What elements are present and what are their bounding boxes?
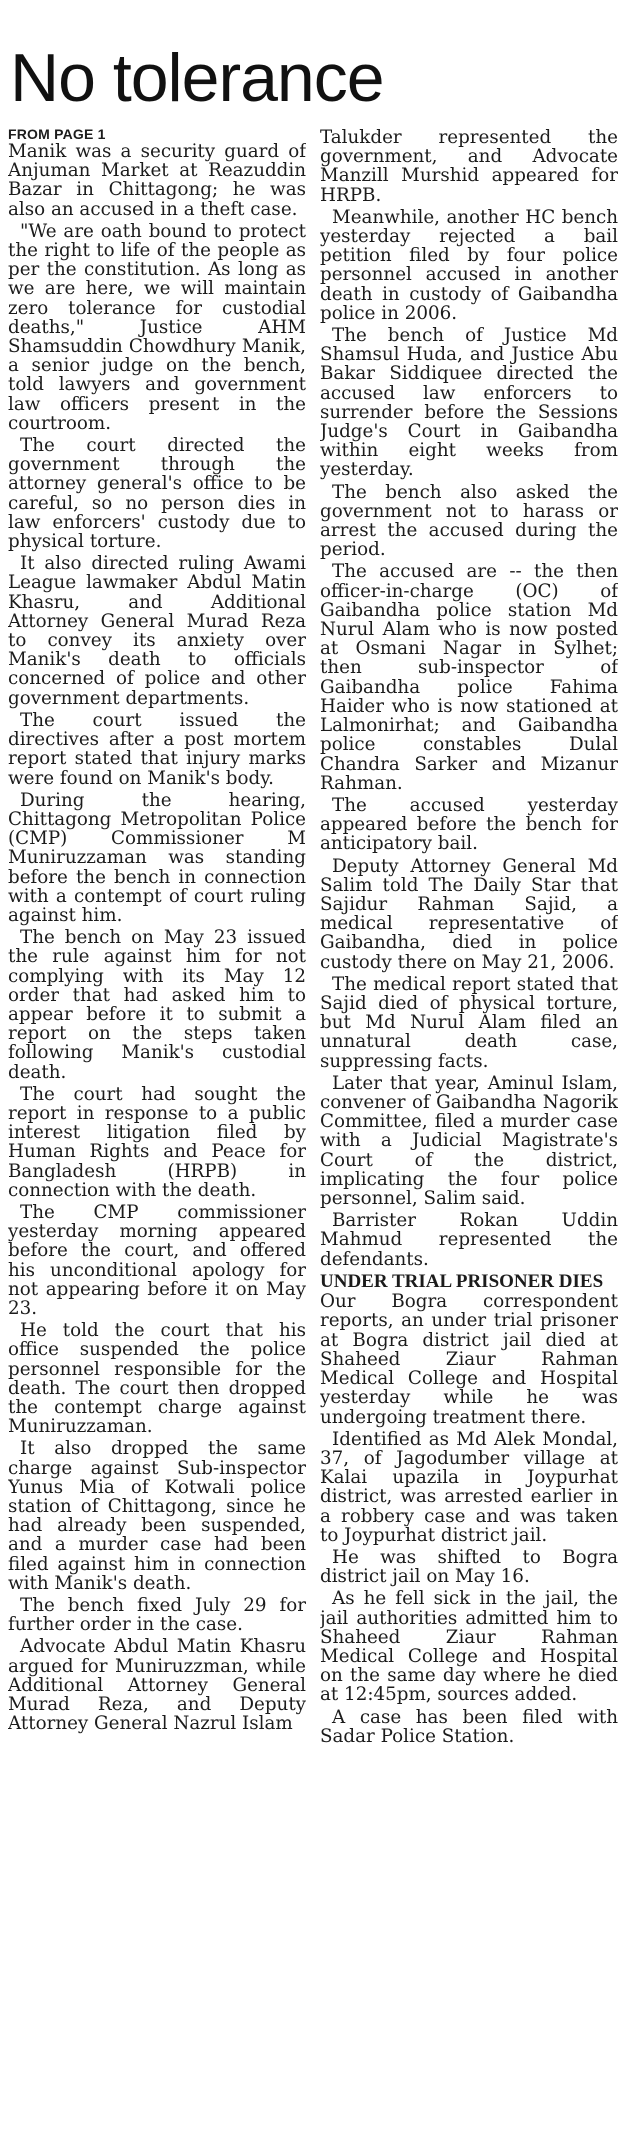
paragraph: He was shifted to Bogra district jail on May 16. [320, 1546, 618, 1588]
paragraph: The bench also asked the government not to harass or arrest the accused during the period. [320, 481, 618, 561]
paragraph: A case has been filed with Sadar Police Station. [320, 1706, 618, 1747]
paragraph: The bench fixed July 29 for further order in the case. [8, 1595, 306, 1636]
paragraph: The court directed the government through the attorney general's office to be careful, so no person dies in law enforcers' custody due to physical torture. [8, 435, 306, 553]
paragraph: The bench of Justice Md Shamsul Huda, and Justice Abu Bakar Siddiquee directed the accused law enforcers to surrender before the Sessions Judge's Court in Gaibandha within eight weeks from yesterday. [320, 325, 618, 481]
paragraph: It also directed ruling Awami League lawmaker Abdul Matin Khasru, and Additional Attorney General Murad Reza to convey its anxiety over Manik's death to officials concerned of police and other government departments. [8, 553, 306, 709]
paragraph: Manik was a security guard of Anjuman Market at Reazuddin Bazar in Chittagong; he was also an accused in a theft case. [8, 141, 306, 220]
paragraph: Advocate Abdul Matin Khasru argued for Muniruzzman, while Additional Attorney General Murad Reza, and Deputy Attorney General Nazrul Islam [8, 1636, 306, 1735]
paragraph: The bench on May 23 issued the rule against him for not complying with its May 12 order that had asked him to appear before it to submit a report on the steps taken following Manik's custodial death. [8, 927, 306, 1083]
paragraph: The accused yesterday appeared before the bench for anticipatory bail. [320, 794, 618, 855]
paragraph: "We are oath bound to protect the right to life of the people as per the constitution. As long as we are here, we will maintain zero tolerance for custodial deaths," Justice AHM Shamsuddin Chowdhury Manik, a senior judge on the bench, told lawyers and government law officers present in the courtroom. [8, 220, 306, 434]
paragraph: Deputy Attorney General Md Salim told The Daily Star that Sajidur Rahman Sajid, a medical representative of Gaibandha, died in police custody there on May 21, 2006. [320, 855, 618, 973]
paragraph: Meanwhile, another HC bench yesterday rejected a bail petition filed by four police personnel accused in another death in custody of Gaibandha police in 2006. [320, 206, 618, 324]
column-right [320, 128, 618, 2142]
paragraph: As he fell sick in the jail, the jail authorities admitted him to Shaheed Ziaur Rahman Medical College and Hospital on the same day where he died at 12:45pm, sources added. [320, 1588, 618, 1706]
paragraph: Later that year, Aminul Islam, convener of Gaibandha Nagorik Committee, filed a murder case with a Judicial Magistrate's Court of the district, implicating the four police personnel, Salim said. [320, 1072, 618, 1209]
paragraph: The medical report stated that Sajid died of physical torture, but Md Nurul Alam filed an unnatural death case, suppressing facts. [320, 973, 618, 1072]
paragraph: Identified as Md Alek Mondal, 37, of Jagodumber village at Kalai upazila in Joypurhat district, was arrested earlier in a robbery case and was taken to Joypurhat district jail. [320, 1428, 618, 1546]
paragraph: The accused are -- the then officer-in-charge (OC) of Gaibandha police station Md Nurul Alam who is now posted at Osmani Nagar in Sylhet; then sub-inspector of Gaibandha police Fahima Haider who is now stationed at Lalmonirhat; and Gaibandha police constables Dulal Chandra Sarker and Mizanur Rahman. [320, 561, 618, 794]
article-body [8, 128, 618, 2142]
paragraph: The court issued the directives after a post mortem report stated that injury marks were found on Manik's body. [8, 709, 306, 789]
subheading: UNDER TRIAL PRISONER DIES [320, 1270, 604, 1292]
paragraph: Our Bogra correspondent reports, an under trial prisoner at Bogra district jail died at Shaheed Ziaur Rahman Medical College and Hospital yesterday while he was undergoing treatment there. [320, 1291, 618, 1428]
column-left [8, 128, 306, 2142]
paragraph: The CMP commissioner yesterday morning appeared before the court, and offered his unconditional apology for not appearing before it on May 23. [8, 1201, 306, 1319]
paragraph: The court had sought the report in response to a public interest litigation filed by Human Rights and Peace for Bangladesh (HRPB) in connection with the death. [8, 1083, 306, 1201]
paragraph: Talukder represented the government, and Advocate Manzill Murshid appeared for HRPB. [320, 128, 618, 206]
kicker: FROM PAGE 1 [8, 128, 106, 142]
paragraph: He told the court that his office suspended the police personnel responsible for the death. The court then dropped the contempt charge against Muniruzzaman. [8, 1320, 306, 1438]
paragraph: Barrister Rokan Uddin Mahmud represented the defendants. [320, 1210, 618, 1270]
paragraph: During the hearing, Chittagong Metropolitan Police (CMP) Commissioner M Muniruzzaman was standing before the bench in connection with a contempt of court ruling against him. [8, 789, 306, 926]
paragraph: It also dropped the same charge against Sub-inspector Yunus Mia of Kotwali police station of Chittagong, since he had already been suspended, and a murder case had been filed against him in connection with Manik's death. [8, 1438, 306, 1594]
headline: No tolerance [10, 40, 384, 116]
